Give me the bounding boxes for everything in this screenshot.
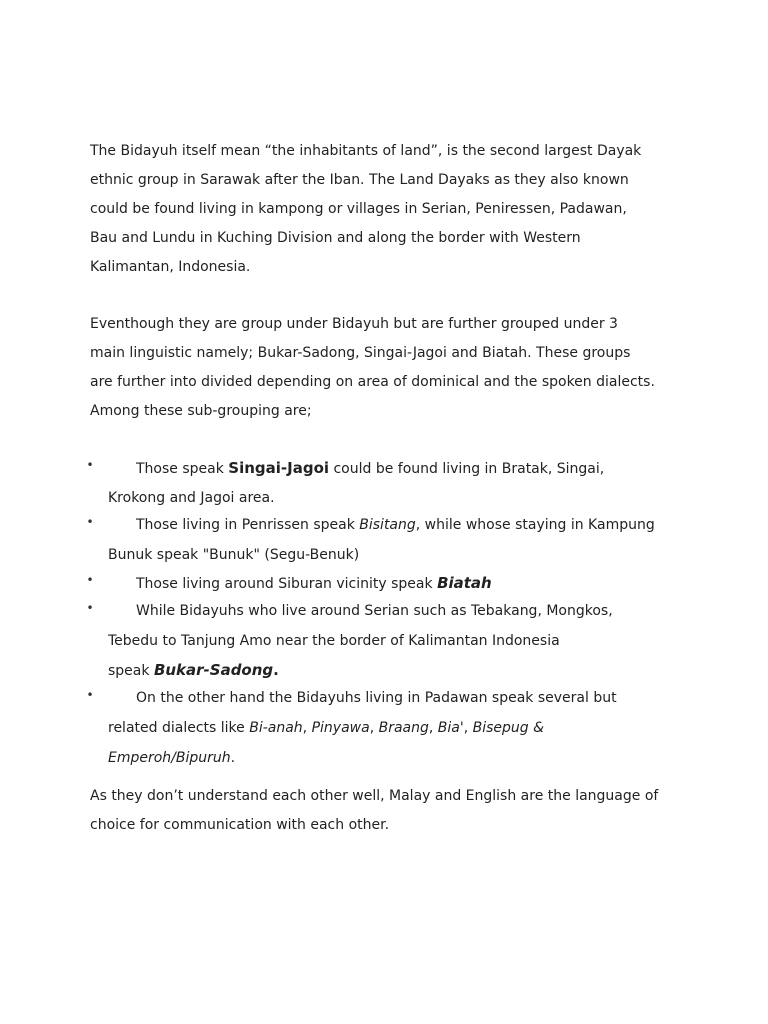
- bullet-text: ,: [302, 720, 312, 736]
- bullet-line: [136, 458, 604, 479]
- bullet-text: Those living in Penrissen speak: [136, 517, 360, 533]
- groups-line-2: main linguistic namely; Bukar-Sadong, Singai-Jagoi and Biatah. These groups: [90, 345, 631, 361]
- groups-line-4: Among these sub-grouping are;: [90, 403, 312, 419]
- bullet-text: Those speak: [136, 461, 229, 477]
- bullet-line: [136, 515, 655, 535]
- bullet-line: [108, 660, 279, 681]
- bullet-line: [108, 718, 544, 738]
- dialect-name: Bisitang: [359, 517, 416, 533]
- bullet-text: ,: [463, 720, 473, 736]
- intro-line-1: The Bidayuh itself mean “the inhabitants of land”, is the second largest Dayak: [90, 143, 642, 159]
- bullet-text: , while whose staying in Kampung: [415, 517, 655, 533]
- bullet-line: Tebedu to Tanjung Amo near the border of Kalimantan Indonesia: [108, 633, 560, 649]
- intro-paragraph: [90, 137, 690, 282]
- bullet-text: could be found living in Bratak, Singai,: [329, 461, 605, 477]
- bullet-line: On the other hand the Bidayuhs living in Padawan speak several but: [136, 690, 617, 706]
- intro-line-3: could be found living in kampong or villages in Serian, Peniressen, Padawan,: [90, 201, 627, 217]
- dialect-name: Bukar-Sadong: [153, 661, 274, 679]
- dialect-name: Braang: [378, 720, 429, 736]
- dialect-name: Bia': [437, 720, 464, 736]
- closing-paragraph: [90, 782, 690, 840]
- bullet-line: Krokong and Jagoi area.: [108, 490, 275, 506]
- bullet-line: While Bidayuhs who live around Serian such as Tebakang, Mongkos,: [136, 603, 613, 619]
- dialect-name: Biatah: [437, 574, 492, 592]
- groups-line-3: are further into divided depending on area of dominical and the spoken dialects.: [90, 374, 655, 390]
- intro-line-2: ethnic group in Sarawak after the Iban. The Land Dayaks as they also known: [90, 172, 629, 188]
- bullet-line: Bunuk speak "Bunuk" (Segu-Benuk): [108, 547, 360, 563]
- dialect-name: Bisepug &: [472, 720, 545, 736]
- dialect-name: Bi-anah: [249, 720, 303, 736]
- dialect-name: Emperoh/Bipuruh: [108, 750, 231, 766]
- bullet-text: speak: [108, 663, 154, 679]
- bullet-icon: •: [86, 515, 94, 529]
- bullet-icon: •: [86, 458, 94, 472]
- bullet-text: Those living around Siburan vicinity speak: [136, 576, 438, 592]
- bullet-icon: •: [86, 601, 94, 615]
- groups-line-1: Eventhough they are group under Bidayuh but are further grouped under 3: [90, 316, 618, 332]
- bullet-text: ,: [369, 720, 379, 736]
- groups-paragraph: [90, 310, 690, 426]
- bullet-text: related dialects like: [108, 720, 250, 736]
- intro-line-5: Kalimantan, Indonesia.: [90, 259, 251, 275]
- bullet-text: ,: [428, 720, 438, 736]
- intro-line-4: Bau and Lundu in Kuching Division and along the border with Western: [90, 230, 581, 246]
- dialect-name: Singai-Jagoi: [228, 459, 330, 477]
- bullet-text: .: [273, 661, 279, 679]
- dialect-name: Pinyawa: [311, 720, 370, 736]
- closing-line-2: choice for communication with each other.: [90, 817, 390, 833]
- closing-line-1: As they don’t understand each other well, Malay and English are the language of: [90, 788, 659, 804]
- bullet-icon: •: [86, 573, 94, 587]
- bullet-line: [108, 748, 235, 768]
- bullet-line: [136, 573, 492, 594]
- bullet-icon: •: [86, 688, 94, 702]
- bullet-text: .: [230, 750, 236, 766]
